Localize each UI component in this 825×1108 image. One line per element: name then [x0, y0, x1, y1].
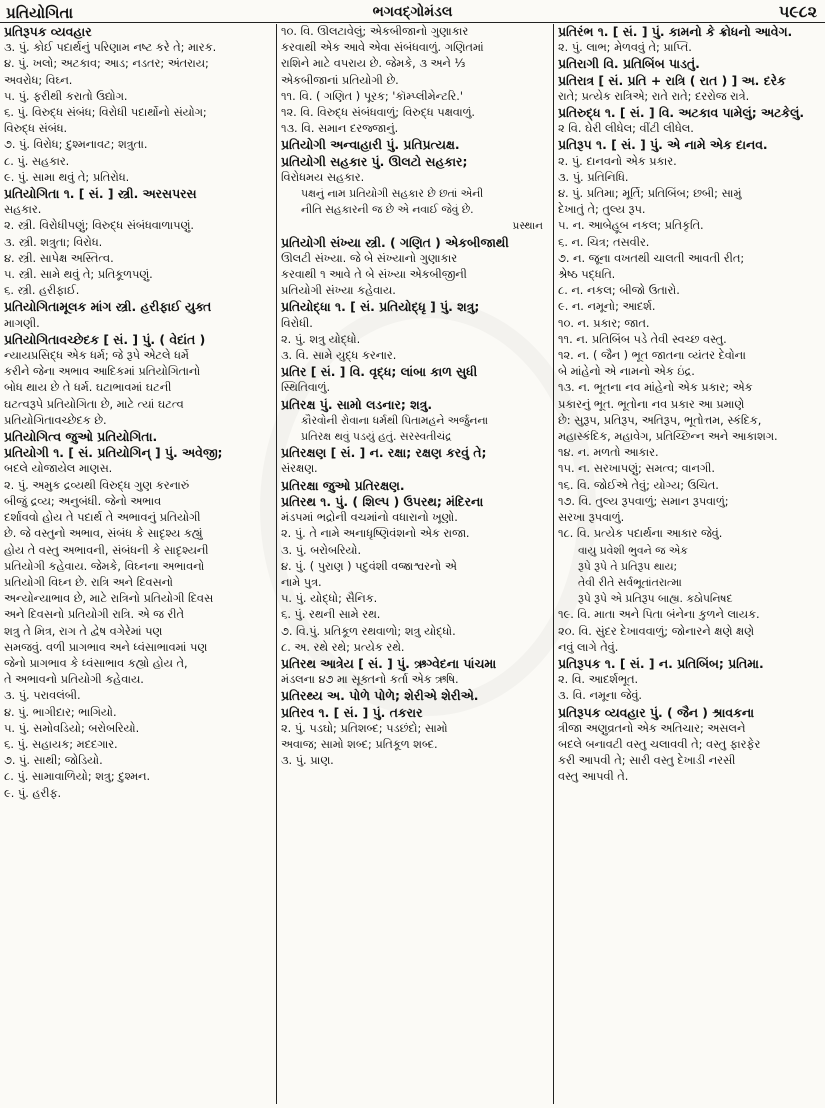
- entry-headword-line: પ્રતિરથ્ય અ. પોળે પોળે; શેરીએ શેરીએ.: [281, 688, 479, 704]
- definition-line: વસ્તુ આપવી તે.: [558, 770, 629, 784]
- definition-line: ૨. પું. અમુક દ્રવ્યથી વિરુદ્ધ ગુણ કરનારું: [4, 478, 190, 492]
- definition-line: મંડલના ૪૭ મા સૂક્તનો કર્તા એક ઋષિ.: [281, 673, 459, 687]
- quotation-line: પક્ષનું નામ પ્રતિયોગી સહકાર છે છતાં એની: [301, 187, 484, 201]
- definition-line: હોય તે વસ્તુ અભાવની, સંબંધની કે સાદૃશ્યની: [4, 543, 209, 557]
- definition-line: ૧૨. ન. ( જૈન ) ભૂત જાતના વ્યંતર દેવોના: [558, 349, 746, 363]
- column-1: [4, 24, 272, 1104]
- entry-headword-line: પ્રતિરાત્ર [ સં. પ્રતિ + રાત્રિ ( રાત ) ] અ. દરેક: [558, 72, 786, 88]
- definition-line: ૧૭. વિ. તુલ્ય રૂપવાળું; સમાન રૂપવાળું;: [558, 494, 729, 508]
- definition-line: ૩. વિ. સામે યુદ્ધ કરનાર.: [281, 349, 397, 363]
- definition-line: બોધ થાય છે તે ધર્મ. ઘટાભાવમાં ઘટની: [4, 381, 172, 395]
- definition-line: તે અભાવનો પ્રતિયોગી કહેવાય.: [4, 673, 144, 687]
- definition-line: બદલે યોજાયેલ માણસ.: [4, 462, 113, 476]
- definition-line: વિરોધી.: [281, 316, 313, 330]
- definition-line: વિરુદ્ધ સંબંધ.: [4, 122, 68, 136]
- definition-line: સંરક્ષણ.: [281, 462, 318, 476]
- definition-line: ૧૦. વિ. ઊલટાવેલું; એકબીજાનો ગુણાકાર: [281, 25, 469, 38]
- definition-line: ૬. પું. સહાયક; મદદગાર.: [4, 737, 118, 751]
- quotation-line: રૂપે રૂપે એ પ્રતિરૂપ બાહ્ય. કઠોપનિષદ: [578, 592, 733, 606]
- entry-headword-line: પ્રતિરક્ષ પું. સામો લડનાર; શત્રુ.: [281, 396, 433, 412]
- definition-line: છે: સુરૂપ, પ્રતિરૂપ, અતિરૂપ, ભૂતોત્તમ, સ્કંદિક,: [558, 413, 762, 427]
- definition-line: દેખાતું તે; તુલ્ય રૂપ.: [558, 203, 646, 217]
- definition-line: ૨. વિ. આદર્શભૂત.: [558, 673, 639, 687]
- definition-line: ૫. પું. ફરીથી કરાતો ઉદ્યોગ.: [4, 89, 128, 103]
- definition-line: ૧૮. વિ. પ્રત્યેક પદાર્થના આકાર જેવું.: [558, 527, 723, 541]
- definition-line: ૯. પું. હરીફ.: [4, 786, 62, 800]
- definition-line: ૭. પું. વિરોધ; દુશ્મનાવટ; શત્રુતા.: [4, 138, 148, 152]
- definition-line: મહાસ્કંદિક, મહાવેગ, પ્રતિચ્છિન્ન અને આકાશગ.: [558, 430, 778, 444]
- source-citation: પ્રસ્થાન: [512, 220, 543, 233]
- definition-line: ન્યાયપ્રસિદ્ધ એક ધર્મ; જે રૂપે એટલે ધર્મે: [4, 349, 189, 363]
- definition-line: ૩. પું. બરોબરિયો.: [281, 543, 362, 557]
- definition-line: મંડપમાં ભદ્રોની વચમાંનો વધારાનો ખૂણો.: [281, 511, 458, 525]
- definition-line: ૩. સ્ત્રી. શત્રુતા; વિરોધ.: [4, 235, 103, 249]
- header-rule: [0, 22, 825, 23]
- definition-line: ૫. પું. સમોવડિયો; બરોબરિયો.: [4, 721, 140, 735]
- definition-line: ૭. ન. જૂના વખતથી ચાલતી આવતી રીત;: [558, 251, 745, 265]
- definition-line: ૬. પું. વિરુદ્ધ સંબંધ; વિરોધી પદાર્થોનો સંયોગ;: [4, 106, 207, 120]
- definition-line: શત્રુ તે મિત્ર, રાગ તે દ્વેષ વગેરેમાં પણ: [4, 624, 163, 638]
- definition-line: ૩. પું. કોઈ પદાર્થનું પરિણામ નષ્ટ કરે તે; મારક.: [4, 41, 217, 55]
- definition-line: પ્રતિયોગી કહેવાય. જેમકે, વિઘ્નના અભાવનો: [4, 559, 205, 573]
- definition-line: સહકાર.: [4, 203, 42, 217]
- definition-line: રાતે; પ્રત્યેક રાત્રિએ; રાતે રાતે; દરરોજ રાત્રે.: [558, 89, 750, 103]
- definition-line: રાશિને માટે વપરાય છે. જેમકે, ૩ અને ⅓: [281, 57, 466, 71]
- definition-line: અન્યોન્યાભાવ છે, માટે રાત્રિનો પ્રતિયોગી દિવસ: [4, 592, 214, 606]
- definition-line: ૮. અ. રથે રથે; પ્રત્યેક રથે.: [281, 640, 405, 654]
- definition-line: બે માંહેનો એ નામનો એક ઇંદ્ર.: [558, 365, 695, 379]
- definition-line: ૧૪. ન. મળતો આકાર.: [558, 446, 659, 460]
- entry-headword-line: પ્રતિરક્ષા જુઓ પ્રતિરક્ષણ.: [281, 477, 405, 493]
- definition-line: સમજવું. વળી પ્રાગભાવ અને ધ્વંસાભાવમાં પણ: [4, 640, 208, 654]
- definition-line: ૫. સ્ત્રી. સામે થવું તે; પ્રતિકૂળપણું.: [4, 268, 153, 282]
- definition-line: ૨. પું. તે નામે અનાધૃષ્ણિવંશનો એક રાજા.: [281, 527, 470, 541]
- definition-line: ૨. પું. શત્રુ યોદ્ધો.: [281, 332, 361, 346]
- definition-line: ૮. પું. સામાવાળિયો; શત્રુ; દુશ્મન.: [4, 770, 151, 784]
- definition-line: પ્રતિયોગી સંખ્યા કહેવાય.: [281, 284, 396, 298]
- entry-headword-line: પ્રતિરુદ્ધ ૧. [ સં. ] વિ. અટકાવ પામેલું; અટકેલું.: [558, 105, 805, 121]
- definition-line: ૨. પું. પડઘો; પ્રતિશબ્દ; પડછંદો; સામો: [281, 721, 448, 735]
- entry-headword-line: પ્રતિરંભ ૧. [ સં. ] પું. કામનો કે ક્રોધનો આવેગ.: [558, 24, 793, 39]
- definition-line: અવાજ; સામો શબ્દ; પ્રતિકૂળ શબ્દ.: [281, 737, 438, 751]
- quotation-line: કૌરવોની રોવાના ધર્મથી પિતામહને અર્જુનના: [301, 413, 489, 427]
- definition-line: ૪. પું. ( પુરાણ ) પદુવંશી વજ્રાશ્વરનો એ: [281, 559, 457, 573]
- entry-headword-line: પ્રતિરૂપક વ્યવહાર: [4, 24, 92, 39]
- entry-headword-line: પ્રતિરવ ૧. [ સં. ] પું. તકરાર: [281, 704, 423, 720]
- definition-line: ૨. સ્ત્રી. વિરોધીપણું; વિરુદ્ધ સંબંધવાળાપણું.: [4, 219, 194, 233]
- entry-headword-line: પ્રતિરથ ૧. પું. ( શિલ્પ ) ઉપરથ; મંદિરના: [281, 493, 484, 509]
- definition-line: ૨ વિ. ઘેરી લીધેલ; વીંટી લીધેલ.: [558, 122, 694, 136]
- definition-line: નામે પુત્ર.: [281, 575, 322, 589]
- definition-line: પ્રકારનું ભૂત. ભૂતોના નવ પ્રકાર આ પ્રમાણે: [558, 397, 745, 411]
- definition-line: ૧૨. વિ. વિરુદ્ધ સંબંધવાળું; વિરુદ્ધ પક્ષવાળું.: [281, 106, 475, 120]
- entry-headword-line: પ્રતિયોગિતાવચ્છેદક [ સં. ] પું. ( વેદાંત ): [4, 331, 206, 347]
- definition-line: ૧૧. ન. પ્રતિબિંબ પડે તેવી સ્વચ્છ વસ્તુ.: [558, 332, 727, 346]
- quotation-line: નીતિ સહકારની જ છે એ નવાઈ જેવું છે.: [301, 203, 474, 217]
- definition-line: કરવાથી ૧ આવે તે બે સંખ્યા એકબીજીની: [281, 268, 467, 282]
- definition-line: ૫. પું. યોદ્ધો; સૈનિક.: [281, 592, 378, 606]
- entry-headword-line: પ્રતિરૂપ ૧. [ સં. ] પું. એ નામે એક દાનવ.: [558, 137, 768, 153]
- entry-headword-line: પ્રતિરાગી વિ. પ્રતિબિંબ પાડતું.: [558, 56, 700, 72]
- definition-line: ૪. પું. પ્રતિમા; મૂર્તિ; પ્રતિબિંબ; છબી; સામું: [558, 187, 742, 201]
- definition-line: જેનો પ્રાગભાવ કે ધ્વંસાભાવ કહ્યો હોય તે,: [4, 656, 188, 670]
- definition-line: ૧૩. વિ. સમાન દરજ્જાનું.: [281, 122, 399, 136]
- quotation-line: પ્રતિરક્ષ થવું પડયું હતું. સરસ્વતીચંદ્ર: [301, 430, 452, 444]
- definition-line: ૪. સ્ત્રી. સાપેક્ષ અસ્તિત્વ.: [4, 251, 114, 265]
- entry-headword-line: પ્રતિયોગિતામૂલક માંગ સ્ત્રી. હરીફાઈ યુક્ત: [4, 299, 212, 315]
- page-number: ૫૯૮૨: [778, 2, 817, 21]
- entry-headword-line: પ્રતિયોગિતા ૧. [ સં. ] સ્ત્રી. અરસપરસ: [4, 186, 197, 202]
- entry-headword-line: પ્રતિયોગી સંખ્યા સ્ત્રી. ( ગણિત ) એકબીજાથી: [281, 234, 509, 250]
- definition-line: ૮. પું. સહકાર.: [4, 154, 70, 168]
- definition-line: સરખા રૂપવાળું.: [558, 511, 625, 525]
- quotation-line: વાયુ પ્રવેશી ભુવને જ એક: [578, 543, 688, 557]
- definition-line: ૧૬. વિ. જોઈએ તેવું; યોગ્ય; ઉચિત.: [558, 478, 719, 492]
- definition-line: ૩. વિ. નમૂના જેવું.: [558, 689, 642, 703]
- definition-line: છે. જે વસ્તુનો અભાવ, સંબંધ કે સાદૃશ્ય કહ્યું: [4, 527, 203, 541]
- definition-line: એકબીજાનાં પ્રતિયોગી છે.: [281, 73, 399, 87]
- definition-line: ૬. પું. રથની સામે રથ.: [281, 608, 381, 622]
- entry-headword-line: પ્રતિયોદ્ધા ૧. [ સં. પ્રતિયોદ્ધૃ ] પું. શત્રુ;: [281, 299, 480, 315]
- column-2: [281, 24, 549, 1104]
- definition-line: ૩. પું. પરાવલંબી.: [4, 689, 81, 703]
- definition-line: અને દિવસનો પ્રતિયોગી રાત્રિ. એ જ રીતે: [4, 608, 184, 622]
- definition-line: ૩. પું. પ્રતિનિધિ.: [558, 170, 629, 184]
- definition-line: ૨૦. વિ. સુંદર દેખાવવાળું; જોનારને ક્ષણે ક્ષણે: [558, 624, 754, 638]
- entry-headword-line: પ્રતિરક્ષણ [ સં. ] ન. રક્ષા; રક્ષણ કરવું તે;: [281, 445, 487, 461]
- definition-line: ૨. પું. દાનવનો એક પ્રકાર.: [558, 154, 677, 168]
- definition-line: કરી આપવી તે; સારી વસ્તુ દેખાડી નરસી: [558, 754, 736, 768]
- definition-line: પ્રતિયોગી વિઘ્ન છે. રાત્રિ અને દિવસનો: [4, 575, 173, 589]
- column-divider-2: [553, 24, 554, 1104]
- definition-line: બીજું દ્રવ્ય; અનુબંધી. જેનો અભાવ: [4, 494, 162, 508]
- definition-line: ત્રીજા અણુવ્રતનો એક અતિચાર; અસલને: [558, 721, 746, 735]
- quotation-line: રૂપે રૂપે તે પ્રતિરૂપ થાય;: [578, 559, 678, 573]
- definition-line: અવરોધ; વિઘ્ન.: [4, 73, 73, 87]
- quotation-line: તેવી રીતે સર્વભૂતાંતરાત્મા: [578, 575, 682, 589]
- definition-line: ૩. પું. પ્રાણ.: [281, 754, 334, 768]
- guide-word: પ્રતિયોગિતા: [6, 4, 74, 22]
- definition-line: વિરોધમય સહકાર.: [281, 170, 365, 184]
- definition-line: ૨. પું. લાભ; મેળવવું તે; પ્રાપ્તિ.: [558, 41, 692, 55]
- definition-line: ૪. પું. ખલો; અટકાવ; આડ; નડતર; અંતરાય;: [4, 57, 209, 71]
- entry-headword-line: પ્રતિર [ સં. ] વિ. વૃદ્ધ; લાંબા કાળ સુધી: [281, 364, 478, 380]
- definition-line: ઊલટી સંખ્યા. જે બે સંખ્યાનો ગુણાકાર: [281, 251, 458, 265]
- column-divider-1: [276, 24, 277, 1104]
- book-title: ભગવદ્ગોમંડલ: [372, 4, 453, 20]
- column-3: [558, 24, 822, 1104]
- entry-headword-line: પ્રતિયોગી અન્વાહારી પું. પ્રતિપ્રત્યક્ષ.: [281, 137, 460, 153]
- definition-line: ઘટત્વરૂપે પ્રતિયોગિતા છે, માટે ત્યાં ઘટત્વ: [4, 397, 184, 411]
- definition-line: ૧૧. વિ. ( ગણિત ) પૂરક; 'કૉમ્પ્લીમેન્ટરિ.': [281, 89, 463, 103]
- entry-headword-line: પ્રતિરૂપક ૧. [ સં. ] ન. પ્રતિબિંબ; પ્રતિમા.: [558, 655, 764, 671]
- definition-line: કરીને જેના અભાવ આદિકમાં પ્રતિયોગિતાનો: [4, 365, 201, 379]
- definition-line: કરવાથી એક આવે એવા સંબંધવાળું. ગણિતમાં: [281, 41, 484, 55]
- definition-line: ૯. પું. સામા થવું તે; પ્રતિરોધ.: [4, 170, 130, 184]
- definition-line: ૯. ન. નમૂનો; આદર્શ.: [558, 300, 656, 314]
- definition-line: ૧૫. ન. સરખાપણું; સમત્વ; વાનગી.: [558, 462, 715, 476]
- definition-line: ૪. પું. ભાગીદાર; ભાગિયો.: [4, 705, 117, 719]
- definition-line: ૭. વિ.પું. પ્રતિકૂળ રથવાળો; શત્રુ યોદ્ધો.: [281, 624, 456, 638]
- definition-line: ૧૦. ન. પ્રકાર; જાત.: [558, 316, 650, 330]
- definition-line: ૬. ન. ચિત્ર; તસવીર.: [558, 235, 650, 249]
- definition-line: નવું લાગે તેવું.: [558, 640, 619, 654]
- definition-line: દર્શાવવો હોય તે પદાર્થ તે અભાવનું પ્રતિયોગી: [4, 511, 201, 525]
- definition-line: ૫. ન. આબેહૂબ નકલ; પ્રતિકૃતિ.: [558, 219, 704, 233]
- definition-line: સ્થિતિવાળું.: [281, 381, 331, 395]
- definition-line: બદલે બનાવટી વસ્તુ ચલાવવી તે; વસ્તુ ફારફેર: [558, 737, 761, 751]
- entry-headword-line: પ્રતિયોગી સહકાર પું. ઊલટો સહકાર;: [281, 153, 468, 169]
- definition-line: ૮. ન. નકલ; બીજો ઉતારો.: [558, 284, 680, 298]
- entry-headword-line: પ્રતિયોગી ૧. [ સં. પ્રતિયોગિન્ ] પું. અવેજી;: [4, 445, 223, 461]
- entry-headword-line: પ્રતિરથ આત્રેય [ સં. ] પું. ઋગ્વેદના પાંચમા: [281, 655, 497, 671]
- definition-line: ૭. પું. સાથી; જોડિયો.: [4, 754, 103, 768]
- definition-line: ૬. સ્ત્રી. હરીફાઈ.: [4, 284, 80, 298]
- definition-line: ૧૯. વિ. માતા અને પિતા બંનેના કુળને લાયક.: [558, 608, 760, 622]
- definition-line: ૧૩. ન. ભૂતના નવ માંહેનો એક પ્રકાર; એક: [558, 381, 753, 395]
- definition-line: શ્રેષ્ઠ પદ્ધતિ.: [558, 268, 616, 282]
- entry-headword-line: પ્રતિરૂપક વ્યવહાર પું. ( જૈન ) શ્રાવકના: [558, 704, 755, 720]
- definition-line: માગણી.: [4, 316, 40, 330]
- definition-line: પ્રતિયોગિતાવચ્છેદક છે.: [4, 413, 107, 427]
- entry-headword-line: પ્રતિયોગિત્વ જુઓ પ્રતિયોગિતા.: [4, 429, 158, 445]
